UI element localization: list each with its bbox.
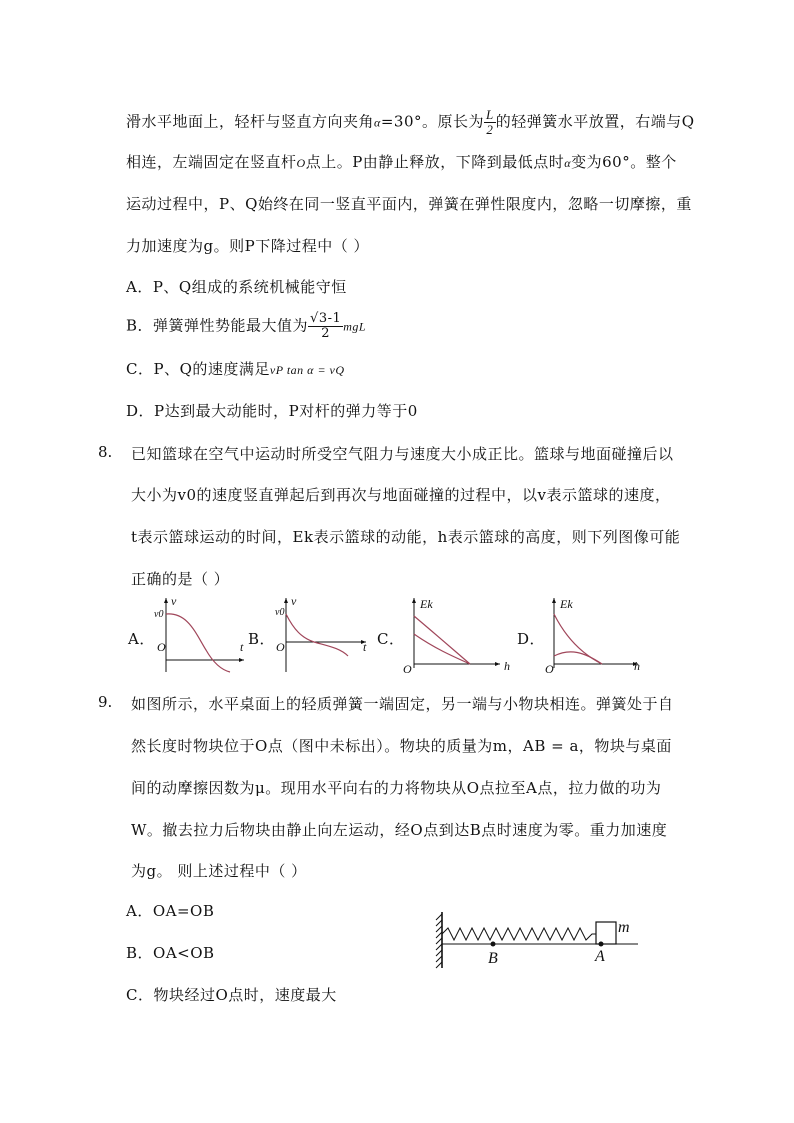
graph-b-v0-label: v0 — [275, 607, 285, 618]
graph-a-v-arrow — [164, 598, 168, 603]
graph-c-ek-arrow — [412, 598, 416, 603]
q7-text: 的轻弹簧水平放置，右端与Q — [495, 112, 695, 131]
q9-option-b: B．OA<OB — [126, 944, 215, 962]
q7-option-a: A．P、Q组成的系统机械能守恒 — [126, 278, 347, 296]
graph-d-ek-arrow — [552, 598, 556, 603]
block — [596, 922, 616, 944]
point-O-symbol: O — [296, 156, 306, 170]
q9-option-c: C．物块经过O点时，速度最大 — [126, 986, 337, 1004]
graph-a-t-label: t — [240, 640, 244, 654]
formula-velocity: vP tan α = vQ — [269, 363, 345, 377]
fraction-denominator: 2 — [321, 326, 331, 341]
point-a-label: A — [595, 948, 605, 965]
q9-option-a: A．OA=OB — [126, 902, 215, 920]
graph-c-h-arrow — [495, 662, 500, 666]
q9-line-4: W。撤去拉力后物块由静止向左运动，经O点到达B点时速度为零。重力加速度 — [131, 821, 668, 839]
q8-option-a-label: A． — [128, 630, 155, 648]
q8-line-3: t表示篮球运动的时间，Ek表示篮球的动能，h表示篮球的高度，则下列图像可能 — [131, 528, 681, 546]
fraction-L-over-2 — [484, 108, 496, 137]
graph-c-h-label: h — [504, 659, 510, 673]
q8-line-4: 正确的是（ ） — [131, 570, 230, 588]
fraction-sqrt3-minus-1-over-2 — [308, 312, 343, 341]
graph-d-ek-label: Ek — [560, 597, 573, 611]
spring — [442, 928, 596, 940]
graph-b-origin-label: O — [276, 640, 285, 654]
graph-b-t-label: t — [363, 640, 367, 654]
alpha-symbol: α — [564, 156, 572, 170]
q8-line-1: 已知篮球在空气中运动时所受空气阻力与速度大小成正比。篮球与地面碰撞后以 — [131, 445, 674, 463]
spring-block-figure — [430, 906, 650, 976]
graph-c-ek-label: Ek — [420, 597, 433, 611]
graph-b-v-arrow — [284, 598, 288, 603]
q7-option-c — [126, 358, 345, 379]
block-mass-label: m — [618, 919, 630, 936]
q9-line-1: 如图所示，水平桌面上的轻质弹簧一端固定，另一端与小物块相连。弹簧处于自 — [131, 695, 674, 713]
q7-line-4: 力加速度为g。则P下降过程中（ ） — [126, 237, 369, 255]
option-c-text: C．P、Q的速度满足 — [126, 360, 270, 378]
alpha-symbol: α — [374, 115, 381, 130]
q8-graph-a — [148, 594, 248, 674]
q7-text: 滑水平地面上，轻杆与竖直方向夹角 — [126, 112, 375, 131]
point-a-dot — [599, 942, 604, 947]
q7-text: 变为60°。整个 — [571, 153, 677, 171]
graph-a-origin-label: O — [157, 640, 166, 654]
graph-b-v-label: v — [291, 594, 297, 608]
graph-c-origin-label: O — [403, 662, 412, 676]
graph-d-curve-upper — [554, 614, 602, 664]
q7-line-1 — [126, 108, 695, 137]
point-b-dot — [491, 942, 496, 947]
graph-d-curve-lower — [554, 652, 602, 664]
q7-option-b — [126, 312, 366, 341]
graph-b-curve — [286, 614, 348, 656]
fraction-denominator: 2 — [486, 122, 494, 137]
q8-option-b-label: B． — [248, 630, 276, 648]
formula-mgL: mgL — [343, 319, 367, 334]
q8-number: 8. — [98, 443, 113, 461]
q8-graph-c — [400, 594, 508, 674]
fraction-numerator: L — [485, 107, 494, 122]
q7-text: 点上。P由静止释放，下降到最低点时 — [305, 153, 565, 171]
point-b-label: B — [488, 950, 498, 967]
q8-graph-d — [542, 594, 646, 674]
graph-d-origin-label: O — [545, 662, 554, 676]
q8-graph-b — [268, 594, 372, 674]
graph-a-v0-label: v0 — [154, 609, 164, 620]
q9-line-2: 然长度时物块位于O点（图中未标出）。物块的质量为m，AB = a，物块与桌面 — [131, 737, 672, 755]
graph-a-t-arrow — [239, 658, 244, 662]
q8-option-d-label: D． — [517, 630, 546, 648]
wall-hatching — [436, 914, 442, 968]
q9-line-3: 间的动摩擦因数为μ。现用水平向右的力将物块从O点拉至A点，拉力做的功为 — [131, 779, 662, 797]
q9-line-5: 为g。 则上述过程中（ ） — [131, 862, 307, 880]
graph-d-h-label: h — [634, 659, 640, 673]
q8-line-2: 大小为v0的速度竖直弹起后到再次与地面碰撞的过程中，以v表示篮球的速度， — [131, 486, 671, 504]
option-b-text: B．弹簧弹性势能最大值为 — [126, 316, 309, 335]
graph-a-curve — [166, 614, 230, 672]
graph-c-curve-lower — [414, 634, 470, 664]
graph-a-v-label: v — [171, 594, 177, 608]
fraction-numerator: √3-1 — [310, 311, 342, 326]
q7-line-3: 运动过程中，P、Q始终在同一竖直平面内，弹簧在弹性限度内，忽略一切摩擦，重 — [126, 195, 692, 213]
q8-option-c-label: C． — [377, 630, 405, 648]
q7-text: 相连，左端固定在竖直杆 — [126, 153, 297, 171]
q9-number: 9. — [98, 693, 113, 711]
q7-option-d: D．P达到最大动能时，P对杆的弹力等于0 — [126, 402, 418, 420]
q7-line-2 — [126, 151, 677, 172]
q7-text: =30°。原长为 — [380, 112, 484, 131]
